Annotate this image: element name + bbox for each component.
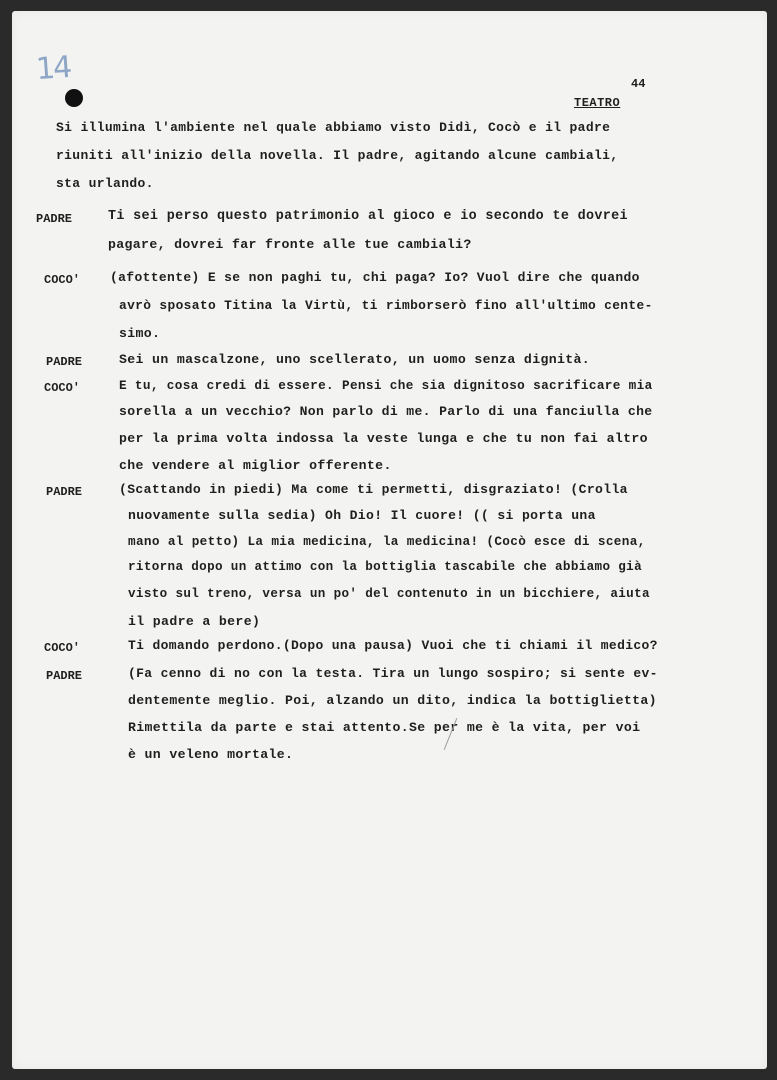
dialogue-line: (Scattando in piedi) Ma come ti permetti, disgraziato! (Crolla [119, 482, 628, 497]
dialogue-line: sorella a un vecchio? Non parlo di me. Parlo di una fanciulla che [119, 404, 653, 419]
speaker-name: PADRE [46, 669, 83, 683]
running-title: TEATRO [574, 96, 621, 110]
dialogue-line: simo. [119, 326, 161, 341]
handwritten-folio-number: 14 [34, 49, 72, 88]
dialogue-line: per la prima volta indossa la veste lunga e che tu non fai altro [119, 431, 648, 446]
dialogue-line: avrò sposato Titina la Virtù, ti rimborserò fino all'ultimo cente- [119, 298, 653, 313]
dialogue-line: nuovamente sulla sedia) Oh Dio! Il cuore! (( si porta una [128, 508, 596, 523]
dialogue-line: (Fa cenno di no con la testa. Tira un lungo sospiro; si sente ev- [128, 666, 658, 681]
speaker-name: PADRE [36, 212, 73, 226]
dialogue-line: è un veleno mortale. [128, 747, 294, 762]
dialogue-line: ritorna dopo un attimo con la bottiglia tascabile che abbiamo già [128, 560, 642, 574]
speaker-name: PADRE [46, 485, 83, 499]
dialogue-line: pagare, dovrei far fronte alle tue cambiali? [108, 237, 472, 252]
dialogue-line: visto sul treno, versa un po' del contenuto in un bicchiere, aiuta [128, 587, 650, 601]
dialogue-line: che vendere al miglior offerente. [119, 458, 392, 473]
dialogue-line: il padre a bere) [128, 614, 261, 629]
dialogue-line: Ti sei perso questo patrimonio al gioco e io secondo te dovrei [108, 209, 628, 224]
punch-hole [65, 89, 83, 107]
dialogue-line: Rimettila da parte e stai attento.Se per me è la vita, per voi [128, 720, 641, 735]
typewritten-page [12, 11, 767, 1069]
speaker-name: COCO' [44, 273, 81, 287]
dialogue-line: mano al petto) La mia medicina, la medicina! (Cocò esce di scena, [128, 534, 646, 549]
stage-direction-line: Si illumina l'ambiente nel quale abbiamo visto Didì, Cocò e il padre [56, 120, 611, 135]
stage-direction-line: sta urlando. [56, 176, 154, 191]
speaker-name: COCO' [44, 381, 81, 395]
dialogue-line: Sei un mascalzone, uno scellerato, un uomo senza dignità. [119, 352, 591, 367]
dialogue-line: Ti domando perdono.(Dopo una pausa) Vuoi che ti chiami il medico? [128, 638, 658, 653]
dialogue-line: E tu, cosa credi di essere. Pensi che sia dignitoso sacrificare mia [119, 378, 653, 393]
stage-direction-line: riuniti all'inizio della novella. Il padre, agitando alcune cambiali, [56, 148, 619, 163]
page-number: 44 [631, 77, 646, 91]
speaker-name: COCO' [44, 641, 81, 655]
speaker-name: PADRE [46, 355, 83, 369]
dialogue-line: (afottente) E se non paghi tu, chi paga? Io? Vuol dire che quando [110, 270, 640, 285]
dialogue-line: dentemente meglio. Poi, alzando un dito, indica la bottiglietta) [128, 693, 657, 708]
